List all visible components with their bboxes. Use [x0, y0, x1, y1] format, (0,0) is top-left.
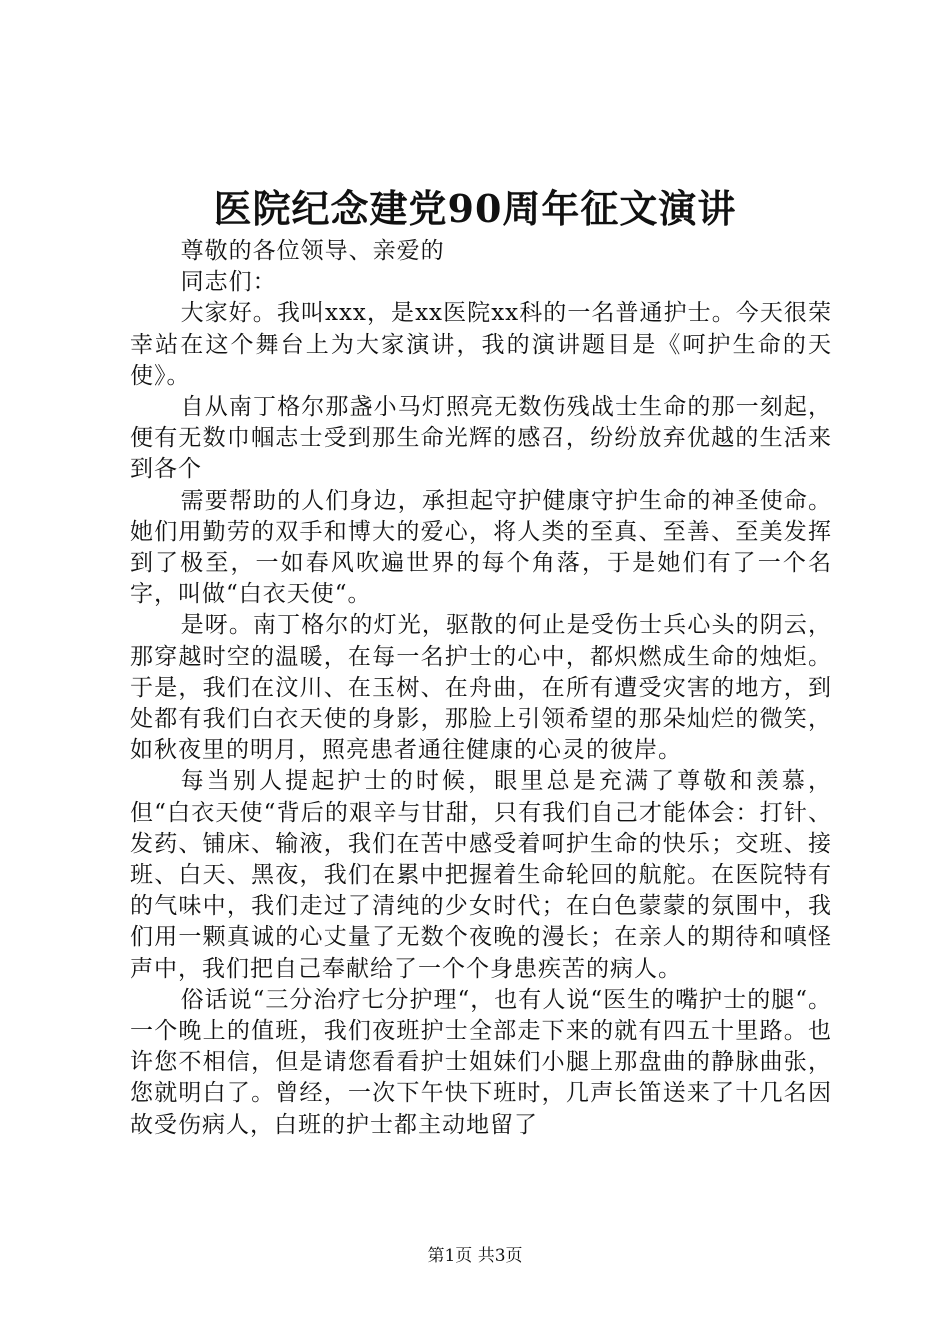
document-body: [130, 236, 832, 1141]
paragraph: 大家好。我叫xxx，是xx医院xx科的一名普通护士。今天很荣幸站在这个舞台上为大家演讲，我的演讲题目是《呵护生命的天使》。: [130, 300, 832, 389]
paragraph: 俗话说“三分治疗七分护理“，也有人说“医生的嘴护士的腿“。一个晚上的值班，我们夜班护士全部走下来的就有四五十里路。也许您不相信，但是请您看看护士姐妹们小腿上那盘曲的静脉曲张，您就明白了。曾经，一次下午快下班时，几声长笛送来了十几名因故受伤病人，白班的护士都主动地留了: [130, 986, 832, 1138]
paragraph: 自从南丁格尔那盏小马灯照亮无数伤残战士生命的那一刻起，便有无数巾帼志士受到那生命光辉的感召，纷纷放弃优越的生活来到各个: [130, 394, 832, 483]
page-footer: 第1页 共3页: [427, 1246, 523, 1266]
document-title: 医院纪念建党90周年征文演讲: [213, 186, 737, 231]
paragraph: 尊敬的各位领导、亲爱的: [180, 238, 445, 264]
paragraph: 是呀。南丁格尔的灯光，驱散的何止是受伤士兵心头的阴云，那穿越时空的温暖，在每一名护士的心中，都炽燃成生命的烛炬。于是，我们在汶川、在玉树、在舟曲，在所有遭受灾害的地方，到处都有我们白衣天使的身影，那脸上引领希望的那朵灿烂的微笑，如秋夜里的明月，照亮患者通往健康的心灵的彼岸。: [130, 612, 832, 764]
paragraph: 需要帮助的人们身边，承担起守护健康守护生命的神圣使命。她们用勤劳的双手和博大的爱心，将人类的至真、至善、至美发挥到了极至，一如春风吹遍世界的每个角落，于是她们有了一个名字，叫做“白衣天使“。: [130, 487, 832, 608]
paragraph: 同志们：: [180, 269, 277, 296]
paragraph: 每当别人提起护士的时候，眼里总是充满了尊敬和羡慕，但“白衣天使“背后的艰辛与甘甜，只有我们自己才能体会：打针、发药、铺床、输液，我们在苦中感受着呵护生命的快乐；交班、接班、白天、黑夜，我们在累中把握着生命轮回的航舵。在医院特有的气味中，我们走过了清纯的少女时代；在白色蒙蒙的氛围中，我们用一颗真诚的心丈量了无数个夜晚的漫长；在亲人的期待和嗔怪声中，我们把自己奉献给了一个个身患疾苦的病人。: [130, 768, 832, 982]
